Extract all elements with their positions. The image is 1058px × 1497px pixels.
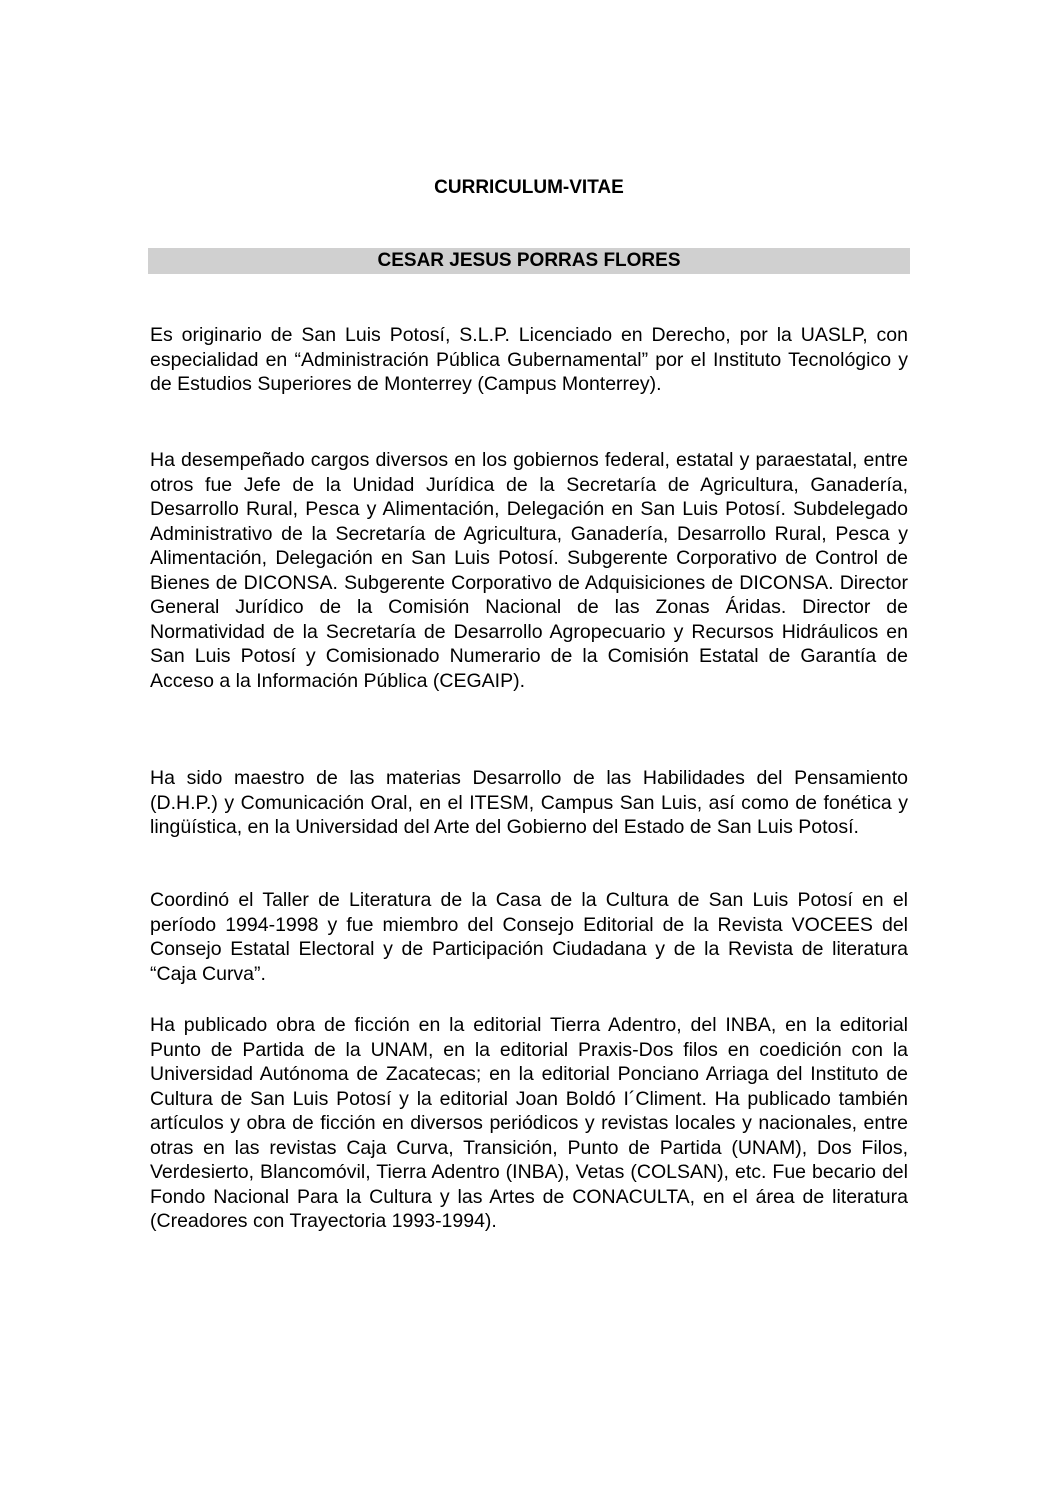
paragraph-literature-workshop: Coordinó el Taller de Literatura de la Casa de la Cultura de San Luis Potosí en el período 1994-1998 y fue miembro del Consejo Editorial de la Revista VOCEES del Consejo Estatal Electoral y de Participación Ciudadana y de la Revista de literatura “Caja Curva”. (150, 889, 908, 985)
paragraph-teaching: Ha sido maestro de las materias Desarrollo de las Habilidades del Pensamiento (D.H.P.) y Comunicación Oral, en el ITESM, Campus San Luis, así como de fonética y lingüística, en la Universidad del Arte del Gobierno del Estado de San Luis Potosí. (150, 767, 908, 838)
paragraph-publications: Ha publicado obra de ficción en la editorial Tierra Adentro, del INBA, en la editorial Punto de Partida de la UNAM, en la editorial Praxis-Dos filos en coedición con la Universidad Autónoma de Zacatecas; en la editorial Ponciano Arriaga del Instituto de Cultura de San Luis Potosí y la editorial Joan Boldó I´Climent. Ha publicado también artículos y obra de ficción en diversos periódicos y revistas locales y nacionales, entre otras en las revistas Caja Curva, Transición, Punto de Partida (UNAM), Dos Filos, Verdesierto, Blancomóvil, Tierra Adentro (INBA), Vetas (COLSAN), etc. Fue becario del Fondo Nacional Para la Cultura y las Artes de CONACULTA, en el área de literatura (Creadores con Trayectoria 1993-1994). (150, 1014, 908, 1232)
paragraph-government-positions: Ha desempeñado cargos diversos en los gobiernos federal, estatal y paraestatal, entre otros fue Jefe de la Unidad Jurídica de la Secretaría de Agricultura, Ganadería, Desarrollo Rural, Pesca y Alimentación, Delegación en San Luis Potosí. Subdelegado Administrativo de la Secretaría de Agricultura, Ganadería, Desarrollo Rural, Pesca y Alimentación, Delegación en San Luis Potosí. Subgerente Corporativo de Control de Bienes de DICONSA. Subgerente Corporativo de Adquisiciones de DICONSA. Director General Jurídico de la Comisión Nacional de las Zonas Áridas. Director de Normatividad de la Secretaría de Desarrollo Agropecuario y Recursos Hidráulicos en San Luis Potosí y Comisionado Numerario de la Comisión Estatal de Garantía de Acceso a la Información Pública (CEGAIP). (150, 449, 908, 692)
person-name: CESAR JESUS PORRAS FLORES (377, 250, 681, 271)
document-title: CURRICULUM-VITAE (434, 177, 624, 198)
paragraph-origin-education: Es originario de San Luis Potosí, S.L.P. Licenciado en Derecho, por la UASLP, con especialidad en “Administración Pública Gubernamental” por el Instituto Tecnológico y de Estudios Superiores de Monterrey (Campus Monterrey). (150, 324, 908, 395)
name-header-bar (148, 248, 910, 274)
